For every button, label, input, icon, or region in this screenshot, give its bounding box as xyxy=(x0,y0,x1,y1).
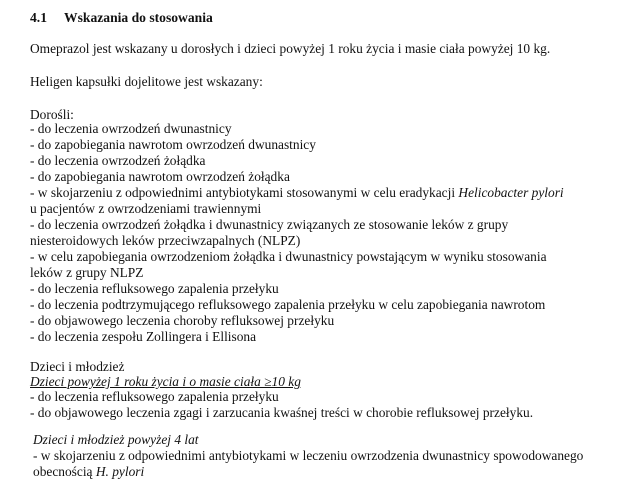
helicobacter-species: Helicobacter pylori xyxy=(458,185,564,200)
older-children-item-line1: - w skojarzeniu z odpowiednimi antybiotykami w leczeniu owrzodzenia dwunastnicy spowodowanego xyxy=(33,448,584,463)
h-pylori-species: H. pylori xyxy=(95,464,145,479)
adults-heading: Dorośli: xyxy=(30,107,74,122)
section-number: 4.1 xyxy=(30,10,47,25)
adults-item-zollinger: - do leczenia zespołu Zollingera i Ellisona xyxy=(30,329,257,344)
adults-item-maintenance: - do leczenia podtrzymującego refluksowego zapalenia przełyku w celu zapobiegania nawrotom xyxy=(30,297,546,312)
adults-item-prevent-line1: - w celu zapobiegania owrzodzeniom żołądka i dwunastnicy powstającym w wyniku stosowania xyxy=(30,249,547,264)
children-item-2: - do objawowego leczenia zgagi i zarzucania kwaśnej treści w chorobie refluksowej przełyku. xyxy=(30,405,534,420)
section-title: Wskazania do stosowania xyxy=(64,10,213,25)
adults-item-4: - do zapobiegania nawrotom owrzodzeń żołądka xyxy=(30,169,290,184)
older-children-prefix: obecnością xyxy=(33,464,96,479)
children-subheading: Dzieci powyżej 1 roku życia i o masie ciała ≥10 kg xyxy=(30,374,301,389)
helicobacter-continuation: u pacjentów z owrzodzeniami trawiennymi xyxy=(30,201,262,216)
adults-item-nlpz-line1: - do leczenia owrzodzeń żołądka i dwunastnicy związanych ze stosowanie leków z grupy xyxy=(30,217,509,232)
children-item-1: - do leczenia refluksowego zapalenia przełyku xyxy=(30,389,279,404)
older-children-heading: Dzieci i młodzież powyżej 4 lat xyxy=(33,432,199,447)
adults-item-symptomatic: - do objawowego leczenia choroby refluksowej przełyku xyxy=(30,313,335,328)
adults-item-1: - do leczenia owrzodzeń dwunastnicy xyxy=(30,121,232,136)
heligen-intro: Heligen kapsułki dojelitowe jest wskazany: xyxy=(30,74,263,89)
section-heading xyxy=(30,10,213,26)
older-children-item-line2 xyxy=(33,464,144,480)
adults-item-3: - do leczenia owrzodzeń żołądka xyxy=(30,153,206,168)
adults-item-nlpz-line2: niesteroidowych leków przeciwzapalnych (NLPZ) xyxy=(30,233,301,248)
adults-item-helicobacter xyxy=(30,185,564,201)
children-heading: Dzieci i młodzież xyxy=(30,359,125,374)
adults-item-prevent-line2: leków z grupy NLPZ xyxy=(30,265,144,280)
helicobacter-prefix: - w skojarzeniu z odpowiednimi antybiotykami stosowanymi w celu eradykacji xyxy=(30,185,459,200)
adults-item-reflux: - do leczenia refluksowego zapalenia przełyku xyxy=(30,281,279,296)
intro-paragraph: Omeprazol jest wskazany u dorosłych i dzieci powyżej 1 roku życia i masie ciała powyżej 10 kg. xyxy=(30,41,551,56)
adults-item-2: - do zapobiegania nawrotom owrzodzeń dwunastnicy xyxy=(30,137,316,152)
